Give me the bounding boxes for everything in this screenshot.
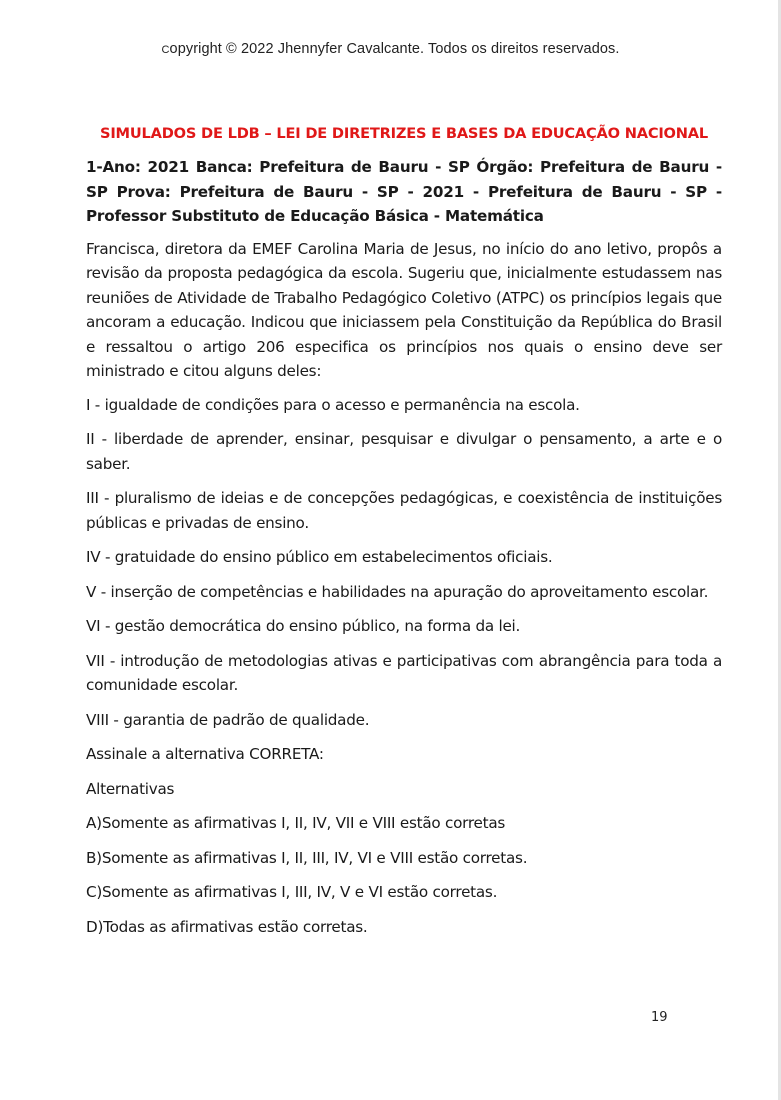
principle-item: V - inserção de competências e habilidades na apuração do aproveitamento escolar. [86,582,709,601]
principle-item: IV - gratuidade do ensino público em estabelecimentos oficiais. [86,548,553,566]
copyright-notice [0,41,781,57]
page-number: 19 [651,1010,668,1025]
question-intro: Francisca, diretora da EMEF Carolina Maria de Jesus, no início do ano letivo, propôs a revisão da proposta pedagógica da escola. Sugeriu que, inicialmente estudassem nas reuniões de Atividade de Trabalho Pedagógico Coletivo (ATPC) os princípios legais que ancoram a educação. Indicou que iniciassem pela Constituição da República do Brasil e ressaltou o artigo 206 especifica os princípios nos quais o ensino deve ser ministrado e citou alguns deles: [86,239,722,380]
principle-item: VIII - garantia de padrão de qualidade. [86,710,370,729]
principle-item: VII - introdução de metodologias ativas e participativas com abrangência para toda a comunidade escolar. [86,651,722,694]
alternative-option: B)Somente as afirmativas I, II, III, IV, VI e VIII estão corretas. [86,848,528,867]
principle-item: VI - gestão democrática do ensino público, na forma da lei. [86,617,521,635]
copyright-text: opyright © 2022 Jhennyfer Cavalcante. Todos os direitos reservados. [169,41,620,57]
alternative-option: D)Todas as afirmativas estão corretas. [86,917,368,936]
copyright-prefix: C [161,44,170,56]
principle-item: II - liberdade de aprender, ensinar, pesquisar e divulgar o pensamento, a arte e o saber. [86,430,722,473]
alternative-option: C)Somente as afirmativas I, III, IV, V e VI estão corretas. [86,883,498,901]
document-title: SIMULADOS DE LDB – LEI DE DIRETRIZES E BASES DA EDUCAÇÃO NACIONAL [100,125,708,142]
document-body [86,124,722,949]
principle-item: I - igualdade de condições para o acesso e permanência na escola. [86,395,580,414]
question-instruction: Assinale a alternativa CORRETA: [86,745,324,763]
principle-item: III - pluralismo de ideias e de concepções pedagógicas, e coexistência de instituições públicas e privadas de ensino. [86,489,722,532]
alternatives-label: Alternativas [86,779,175,798]
question-header: 1-Ano: 2021 Banca: Prefeitura de Bauru - SP Órgão: Prefeitura de Bauru - SP Prova: Prefeitura de Bauru - SP - 2021 - Prefeitura de Bauru - SP - Professor Substituto de Educação Básica - Matemática [86,158,722,225]
alternative-option: A)Somente as afirmativas I, II, IV, VII e VIII estão corretas [86,814,506,832]
